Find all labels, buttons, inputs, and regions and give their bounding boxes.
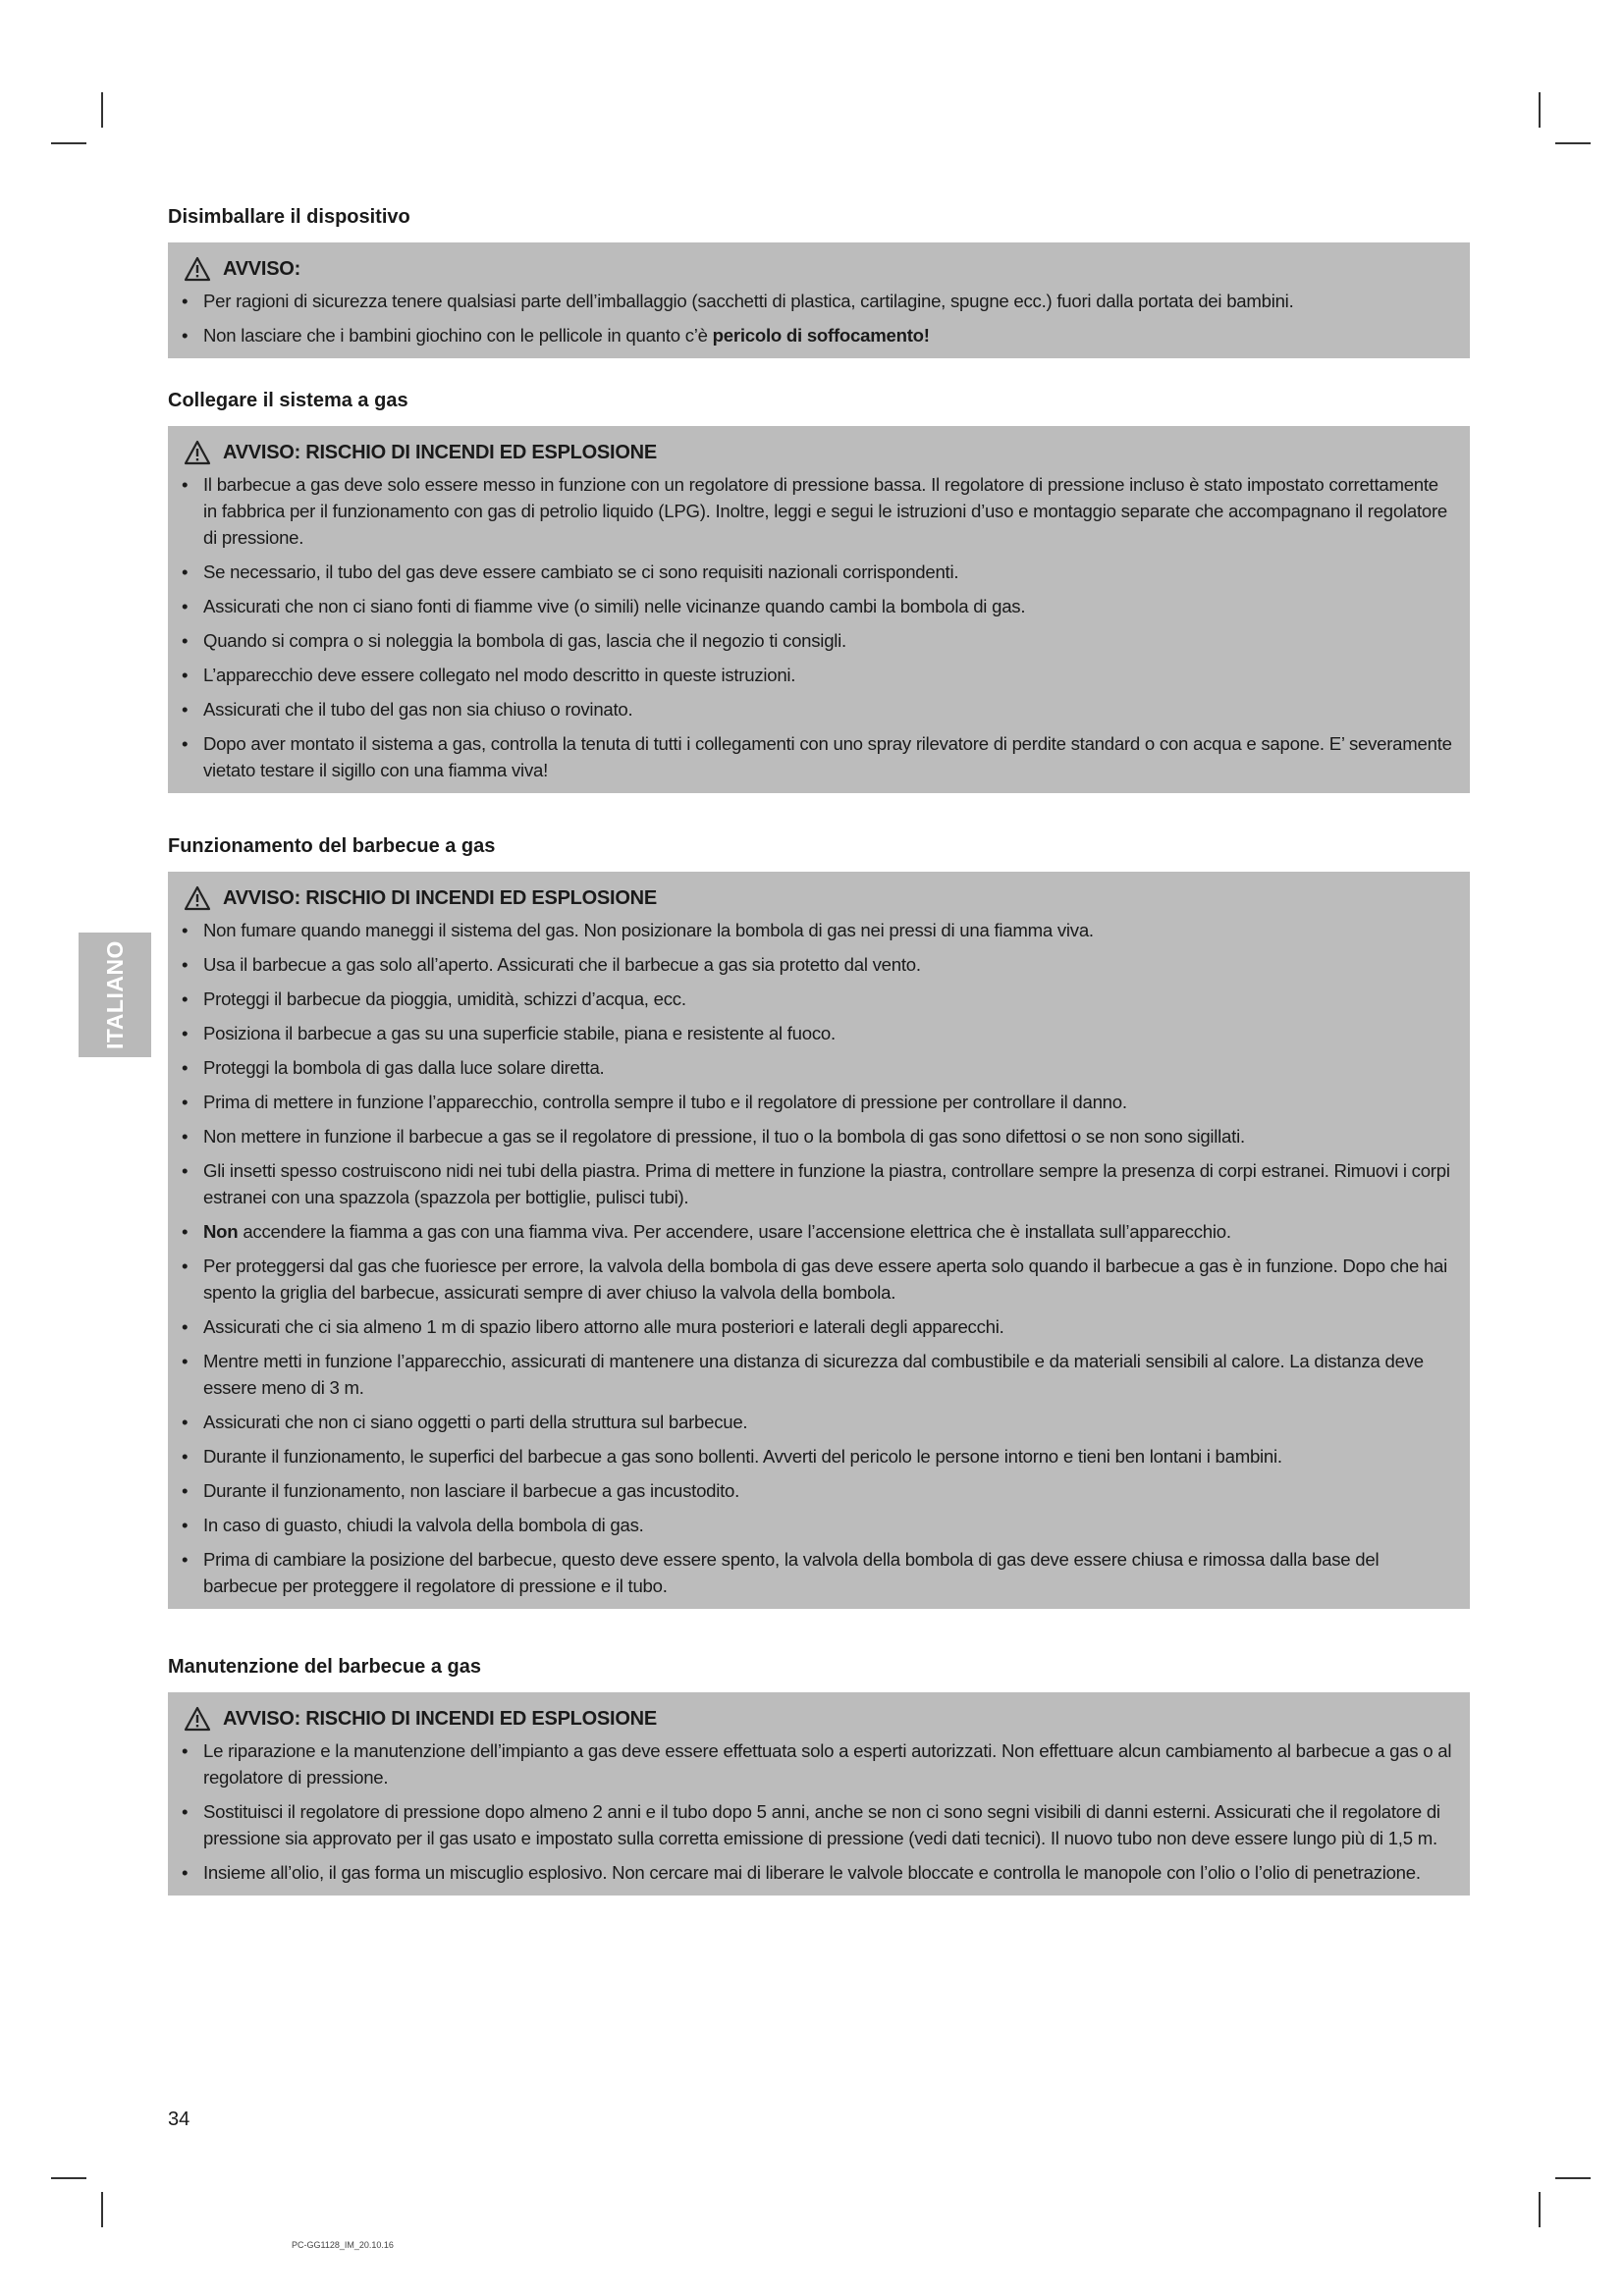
- warning-list: [174, 471, 1456, 783]
- warning-box: [168, 426, 1470, 793]
- list-item: [174, 1089, 1456, 1115]
- section-title: Manutenzione del barbecue a gas: [168, 1656, 481, 1678]
- section-title: Funzionamento del barbecue a gas: [168, 835, 496, 857]
- warning-text: AVVISO: RISCHIO DI INCENDI ED ESPLOSIONE: [223, 1707, 657, 1730]
- list-item: [174, 696, 1456, 722]
- item-text: L’apparecchio deve essere collegato nel modo descritto in queste istruzioni.: [203, 665, 796, 685]
- warning-box: [168, 872, 1470, 1609]
- item-text: Dopo aver montato il sistema a gas, controlla la tenuta di tutti i collegamenti con uno spray rilevatore di perdite standard o con acqua e sapone. E’ severamente vietato testare il sigillo con una fiamma viva!: [203, 733, 1452, 780]
- item-text: Proteggi la bombola di gas dalla luce solare diretta.: [203, 1057, 605, 1078]
- section-unpacking: [168, 205, 1470, 358]
- language-label: ITALIANO: [101, 940, 128, 1049]
- list-item: [174, 1477, 1456, 1504]
- item-text: Assicurati che il tubo del gas non sia chiuso o rovinato.: [203, 699, 633, 720]
- list-item: [174, 288, 1456, 314]
- warning-text: AVVISO: RISCHIO DI INCENDI ED ESPLOSIONE: [223, 441, 657, 463]
- crop-mark: [51, 2177, 86, 2179]
- list-item: [174, 1348, 1456, 1401]
- list-item: [174, 1157, 1456, 1210]
- language-side-tab: [79, 933, 151, 1057]
- item-text: In caso di guasto, chiudi la valvola della bombola di gas.: [203, 1515, 644, 1535]
- crop-mark: [1555, 142, 1591, 144]
- item-text: Non mettere in funzione il barbecue a gas se il regolatore di pressione, il tuo o la bombola di gas sono difettosi o se non sono sigillati.: [203, 1126, 1245, 1147]
- list-item: [174, 1020, 1456, 1046]
- list-item: [174, 627, 1456, 654]
- warning-triangle-icon: [184, 440, 211, 465]
- list-item: [174, 1512, 1456, 1538]
- item-text: Assicurati che non ci siano fonti di fiamme vive (o simili) nelle vicinanze quando cambi la bombola di gas.: [203, 596, 1026, 616]
- item-text: Insieme all’olio, il gas forma un miscuglio esplosivo. Non cercare mai di liberare le valvole bloccate e controlla le manopole con l’olio o l’olio di penetrazione.: [203, 1862, 1421, 1883]
- item-text: Assicurati che non ci siano oggetti o parti della struttura sul barbecue.: [203, 1412, 748, 1432]
- list-item: [174, 730, 1456, 783]
- item-text: Prima di mettere in funzione l’apparecchio, controlla sempre il tubo e il regolatore di pressione per controllare il danno.: [203, 1092, 1127, 1112]
- list-item: [174, 1054, 1456, 1081]
- list-item: [174, 1443, 1456, 1469]
- list-item: [174, 951, 1456, 978]
- warning-text: AVVISO:: [223, 257, 301, 280]
- crop-mark: [101, 92, 103, 128]
- item-text: Sostituisci il regolatore di pressione dopo almeno 2 anni e il tubo dopo 5 anni, anche se non ci sono segni visibili di danni esterni. Assicurati che il regolatore di pressione sia approvato per il gas usato e impostato sulla corretta emissione di pressione (vedi dati tecnici). Il nuovo tubo non deve essere lungo più di 1,5 m.: [203, 1801, 1440, 1848]
- warning-list: [174, 288, 1456, 348]
- section-title: Disimballare il dispositivo: [168, 206, 410, 228]
- item-text: Quando si compra o si noleggia la bombola di gas, lascia che il negozio ti consigli.: [203, 630, 846, 651]
- list-item: [174, 559, 1456, 585]
- section-gas-maintenance: [168, 1655, 1470, 1896]
- list-item: [174, 1859, 1456, 1886]
- item-text: Prima di cambiare la posizione del barbecue, questo deve essere spento, la valvola della bombola di gas deve essere chiusa e rimossa dalla base del barbecue per proteggere il regolatore di pressione e il tubo.: [203, 1549, 1380, 1596]
- print-code: PC-GG1128_IM_20.10.16: [292, 2240, 394, 2250]
- list-item: [174, 471, 1456, 551]
- list-item: [174, 1737, 1456, 1790]
- warning-list: [174, 917, 1456, 1599]
- list-item: [174, 986, 1456, 1012]
- warning-triangle-icon: [184, 256, 211, 282]
- warning-heading: [184, 881, 1456, 915]
- list-item: [174, 1123, 1456, 1149]
- item-text: Proteggi il barbecue da pioggia, umidità, schizzi d’acqua, ecc.: [203, 988, 686, 1009]
- list-item: [174, 917, 1456, 943]
- list-item: [174, 1253, 1456, 1306]
- item-text: Gli insetti spesso costruiscono nidi nei tubi della piastra. Prima di mettere in funzione la piastra, controllare sempre la presenza di corpi estranei. Rimuovi i corpi estranei con una spazzola (spazzola per bottiglie, pulisci tubi).: [203, 1160, 1450, 1207]
- crop-mark: [1539, 2192, 1541, 2227]
- item-bold-text: Non: [203, 1221, 239, 1242]
- item-bold-text: pericolo di soffocamento!: [712, 325, 930, 346]
- crop-mark: [1539, 92, 1541, 128]
- warning-triangle-icon: [184, 1706, 211, 1732]
- item-text: Posiziona il barbecue a gas su una superficie stabile, piana e resistente al fuoco.: [203, 1023, 836, 1043]
- warning-box: [168, 242, 1470, 358]
- item-text: accendere la fiamma a gas con una fiamma viva. Per accendere, usare l’accensione elettrica che è installata sull’apparecchio.: [238, 1221, 1231, 1242]
- page-number: 34: [168, 2109, 190, 2130]
- warning-list: [174, 1737, 1456, 1886]
- item-text: Le riparazione e la manutenzione dell’impianto a gas deve essere effettuata solo a esperti autorizzati. Non effettuare alcun cambiamento al barbecue a gas o al regolatore di pressione.: [203, 1740, 1452, 1788]
- section-title: Collegare il sistema a gas: [168, 390, 408, 411]
- item-text: Assicurati che ci sia almeno 1 m di spazio libero attorno alle mura posteriori e laterali degli apparecchi.: [203, 1316, 1004, 1337]
- list-item: [174, 662, 1456, 688]
- warning-triangle-icon: [184, 885, 211, 911]
- section-gas-connection: [168, 389, 1470, 793]
- crop-mark: [51, 142, 86, 144]
- list-item: [174, 322, 1456, 348]
- list-item: [174, 1798, 1456, 1851]
- list-item: [174, 593, 1456, 619]
- warning-heading: [184, 1702, 1456, 1735]
- list-item: [174, 1546, 1456, 1599]
- warning-text: AVVISO: RISCHIO DI INCENDI ED ESPLOSIONE: [223, 886, 657, 909]
- item-text: Usa il barbecue a gas solo all’aperto. Assicurati che il barbecue a gas sia protetto dal vento.: [203, 954, 921, 975]
- section-gas-operation: [168, 834, 1470, 1609]
- item-text: Non lasciare che i bambini giochino con le pellicole in quanto c’è: [203, 325, 713, 346]
- item-text: Mentre metti in funzione l’apparecchio, assicurati di mantenere una distanza di sicurezza dal combustibile e da materiali sensibili al calore. La distanza deve essere meno di 3 m.: [203, 1351, 1424, 1398]
- item-text: Non fumare quando maneggi il sistema del gas. Non posizionare la bombola di gas nei pressi di una fiamma viva.: [203, 920, 1094, 940]
- item-text: Per proteggersi dal gas che fuoriesce per errore, la valvola della bombola di gas deve essere aperta solo quando il barbecue a gas è in funzione. Dopo che hai spento la griglia del barbecue, assicurati sempre di aver chiuso la valvola della bombola.: [203, 1255, 1448, 1303]
- item-text: Se necessario, il tubo del gas deve essere cambiato se ci sono requisiti nazionali corrispondenti.: [203, 561, 959, 582]
- list-item: [174, 1218, 1456, 1245]
- warning-box: [168, 1692, 1470, 1896]
- item-text: Durante il funzionamento, le superfici del barbecue a gas sono bollenti. Avverti del pericolo le persone intorno e tieni ben lontani i bambini.: [203, 1446, 1282, 1467]
- warning-heading: [184, 436, 1456, 469]
- crop-mark: [101, 2192, 103, 2227]
- item-text: Il barbecue a gas deve solo essere messo in funzione con un regolatore di pressione bassa. Il regolatore di pressione incluso è stato impostato correttamente in fabbrica per il funzionamento con gas di petrolio liquido (LPG). Inoltre, leggi e segui le istruzioni d’uso e montaggio separate che accompagnano il regolatore di pressione.: [203, 474, 1448, 548]
- warning-heading: [184, 252, 1456, 286]
- crop-mark: [1555, 2177, 1591, 2179]
- list-item: [174, 1313, 1456, 1340]
- list-item: [174, 1409, 1456, 1435]
- item-text: Per ragioni di sicurezza tenere qualsiasi parte dell’imballaggio (sacchetti di plastica, cartilagine, spugne ecc.) fuori dalla portata dei bambini.: [203, 291, 1294, 311]
- item-text: Durante il funzionamento, non lasciare il barbecue a gas incustodito.: [203, 1480, 740, 1501]
